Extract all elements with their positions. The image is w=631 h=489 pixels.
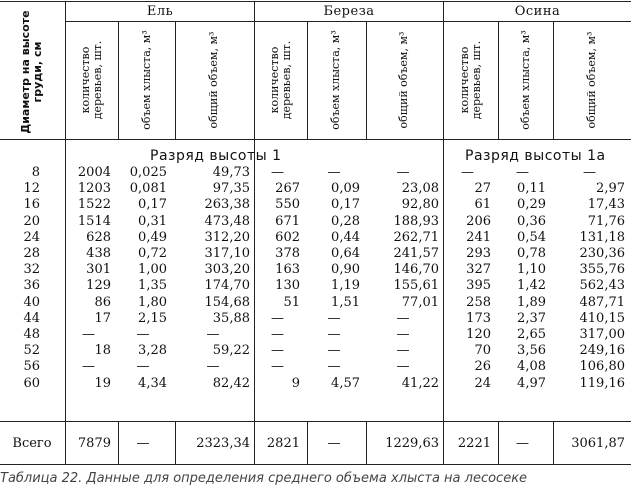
table-cell: 1,51 [331, 294, 360, 310]
table-cell: 0,36 [517, 213, 546, 229]
table-cell: 1,80 [138, 294, 167, 310]
table-cell: 2,97 [596, 181, 625, 197]
table-cell: 24 [474, 375, 491, 391]
table-cell: 0,28 [331, 213, 360, 229]
table-cell: 27 [474, 181, 491, 197]
table-cell: 3,28 [138, 343, 167, 359]
table-cell: 82,42 [212, 375, 250, 391]
total-cell: 2323,34 [196, 436, 250, 451]
table-cell: 4,97 [517, 375, 546, 391]
diameter-cell: 52 [23, 343, 40, 359]
table-cell: 355,76 [579, 262, 625, 278]
table-cell: 35,88 [212, 310, 250, 326]
table-cell: 550 [275, 197, 300, 213]
table-cell: — [327, 359, 341, 375]
section-heading-right: Разряд высоты 1а [465, 148, 606, 164]
vrule-2 [118, 21, 119, 139]
table-cell: 59,22 [212, 343, 250, 359]
table-cell: 317,00 [579, 327, 625, 342]
table-cell: 130 [275, 278, 300, 294]
table-cell: — [327, 310, 341, 326]
table-cell: 1,19 [331, 278, 360, 294]
table-cell: 26 [474, 359, 491, 375]
table-cell: — [82, 327, 95, 342]
table-cell: — [206, 327, 220, 342]
table-cell: 17,43 [587, 197, 625, 213]
table-cell: 17 [94, 310, 111, 326]
table-cell: — [271, 165, 284, 180]
total-label: Всего [12, 436, 52, 451]
col-header-birch-total: общий объем, м³ [397, 31, 410, 129]
table-cell: 487,71 [579, 294, 625, 310]
col-header-spruce-count: количество деревьев, шт. [79, 40, 104, 120]
table-cell: 1,35 [138, 278, 167, 294]
total-cell: 2821 [266, 436, 300, 451]
table-cell: 293 [466, 246, 491, 261]
rule-top [0, 1, 631, 2]
table-cell: 71,76 [587, 213, 625, 229]
table-cell: 562,43 [579, 278, 625, 294]
diameter-cell: 40 [23, 294, 40, 310]
table-cell: 378 [275, 246, 300, 261]
table-cell: 2,65 [517, 327, 546, 342]
col-header-birch-stem: объем хлыста, м³ [329, 30, 342, 130]
total-cell: 1229,63 [385, 436, 439, 451]
table-cell: 23,08 [401, 181, 439, 197]
diameter-cell: 44 [23, 310, 40, 326]
table-cell: 267 [275, 181, 300, 197]
table-cell: 262,71 [393, 229, 439, 245]
table-cell: 263,38 [204, 197, 250, 213]
table-cell: 0,17 [331, 197, 360, 213]
table-cell: — [327, 327, 341, 342]
table-cell: — [82, 359, 95, 375]
species-name-aspen: Осина [514, 4, 561, 19]
table-cell: — [327, 343, 341, 359]
col-header-spruce-stem: объем хлыста, м³ [140, 30, 153, 130]
diameter-cell: 24 [23, 229, 40, 245]
table-cell: — [136, 359, 150, 375]
table-cell: 1,42 [517, 278, 546, 294]
table-cell: 0,90 [331, 262, 360, 278]
col-header-aspen-total: общий объем, м³ [585, 31, 598, 129]
table-cell: 301 [86, 262, 111, 278]
table-cell: 303,20 [204, 262, 250, 278]
table-cell: 9 [291, 375, 300, 391]
table-cell: 86 [94, 294, 111, 310]
table-cell: 70 [474, 343, 491, 359]
table-cell: — [461, 165, 474, 180]
table-cell: — [136, 327, 150, 342]
table-cell: 61 [474, 197, 491, 213]
table-cell: 628 [86, 229, 111, 245]
total-cell: 7879 [77, 436, 111, 451]
diameter-cell: 32 [23, 262, 40, 278]
table-cell: 473,48 [204, 213, 250, 229]
diameter-cell: 16 [23, 197, 40, 213]
diameter-cell: 36 [23, 278, 40, 294]
table-cell: 0,49 [138, 229, 167, 245]
table-cell: — [396, 359, 410, 375]
table-cell: 206 [466, 213, 491, 229]
table-cell: 19 [94, 375, 111, 391]
table-cell: 241 [466, 229, 491, 245]
total-cell: 2221 [457, 436, 491, 451]
table-cell: 18 [94, 343, 111, 359]
table-cell: 2,15 [138, 310, 167, 326]
table-cell: 0,29 [517, 197, 546, 213]
table-cell: 410,15 [579, 310, 625, 326]
table-cell: — [516, 165, 529, 180]
table-cell: 1514 [77, 213, 111, 229]
table-cell: 0,31 [138, 213, 167, 229]
table-cell: 241,57 [393, 246, 439, 261]
total-cell: 3061,87 [571, 436, 625, 451]
table-cell: 0,54 [517, 229, 546, 245]
table-cell: — [396, 310, 410, 326]
col-header-aspen-count: количество деревьев, шт. [458, 40, 483, 120]
table-cell: 119,16 [579, 375, 625, 391]
table-cell: 230,36 [579, 246, 625, 261]
vrule-9 [553, 21, 554, 139]
species-name-birch: Береза [323, 4, 375, 19]
table-cell: 174,70 [204, 278, 250, 294]
section-heading-left: Разряд высоты 1 [150, 148, 282, 164]
table-cell: 249,16 [579, 343, 625, 359]
vrule-6 [366, 21, 367, 139]
row-header-diameter [20, 9, 44, 135]
diameter-cell: 8 [31, 165, 40, 180]
total-cell: — [327, 436, 341, 451]
table-cell: 1,89 [517, 294, 546, 310]
row-header-text: Диаметр на высоте груди, см [19, 10, 44, 134]
table-cell: — [271, 327, 284, 342]
table-cell: 602 [275, 229, 300, 245]
table-cell: 671 [275, 213, 300, 229]
table-cell: — [396, 165, 410, 180]
table-cell: 2,37 [517, 310, 546, 326]
table-cell: — [396, 327, 410, 342]
vrule-5 [307, 21, 308, 139]
table-cell: 438 [86, 246, 111, 261]
table-cell: — [271, 343, 284, 359]
total-cell: — [136, 436, 150, 451]
diameter-cell: 12 [23, 181, 40, 197]
table-cell: 1522 [77, 197, 111, 213]
table-cell: 327 [466, 262, 491, 278]
table-cell: 0,72 [138, 246, 167, 261]
table-cell: 0,09 [331, 181, 360, 197]
table-cell: 106,80 [579, 359, 625, 375]
diameter-cell: 28 [23, 246, 40, 261]
vrule-3 [175, 21, 176, 139]
table-cell: 395 [466, 278, 491, 294]
rule-total-top [0, 421, 631, 422]
table-cell: 92,80 [401, 197, 439, 213]
table-cell: 155,61 [393, 278, 439, 294]
table-cell: 4,08 [517, 359, 546, 375]
table-cell: 0,64 [331, 246, 360, 261]
table-cell: 0,11 [517, 181, 546, 197]
table-cell: 0,025 [129, 165, 167, 180]
table-cell: 317,10 [204, 246, 250, 261]
table-cell: — [327, 165, 341, 180]
table-cell: 51 [283, 294, 300, 310]
diameter-cell: 20 [23, 213, 40, 229]
rule-bottom [0, 464, 631, 465]
total-cell: — [516, 436, 529, 451]
table-cell: 154,68 [204, 294, 250, 310]
table-caption: Таблица 22. Данные для определения среднего объема хлыста на лесосеке [0, 471, 528, 486]
table-cell: 0,78 [517, 246, 546, 261]
species-name-spruce: Ель [146, 4, 174, 19]
table-cell: 49,73 [212, 165, 250, 180]
table-cell: 77,01 [401, 294, 439, 310]
diameter-cell: 48 [23, 327, 40, 342]
rule-species-bottom [66, 21, 631, 22]
table-cell: 0,44 [331, 229, 360, 245]
table-cell: 188,93 [393, 213, 439, 229]
table-cell: 129 [86, 278, 111, 294]
table-cell: 4,57 [331, 375, 360, 391]
vrule-8 [498, 21, 499, 139]
col-header-birch-count: количество деревьев, шт. [268, 40, 293, 120]
table-cell: — [583, 165, 596, 180]
table-cell: 1203 [77, 181, 111, 197]
col-header-aspen-stem: объем хлыста, м³ [519, 30, 532, 130]
table-cell: 1,00 [138, 262, 167, 278]
table-cell: 0,081 [129, 181, 167, 197]
diameter-cell: 56 [23, 359, 40, 375]
table-cell: — [206, 359, 220, 375]
table-cell: 173 [466, 310, 491, 326]
table-cell: 97,35 [212, 181, 250, 197]
table-cell: 1,10 [517, 262, 546, 278]
table-cell: 131,18 [579, 229, 625, 245]
table-cell: — [396, 343, 410, 359]
table-cell: 4,34 [138, 375, 167, 391]
table-cell: 312,20 [204, 229, 250, 245]
col-header-spruce-total: общий объем, м³ [207, 31, 220, 129]
table-cell: — [271, 310, 284, 326]
table-cell: 41,22 [401, 375, 439, 391]
table-cell: 0,17 [138, 197, 167, 213]
table-cell: 3,56 [517, 343, 546, 359]
table-cell: 163 [275, 262, 300, 278]
table-cell: 2004 [77, 165, 111, 180]
diameter-cell: 60 [23, 375, 40, 391]
table-cell: 258 [466, 294, 491, 310]
table-cell: — [271, 359, 284, 375]
table-cell: 146,70 [393, 262, 439, 278]
table-cell: 120 [466, 327, 491, 342]
rule-header-bottom [0, 139, 631, 140]
